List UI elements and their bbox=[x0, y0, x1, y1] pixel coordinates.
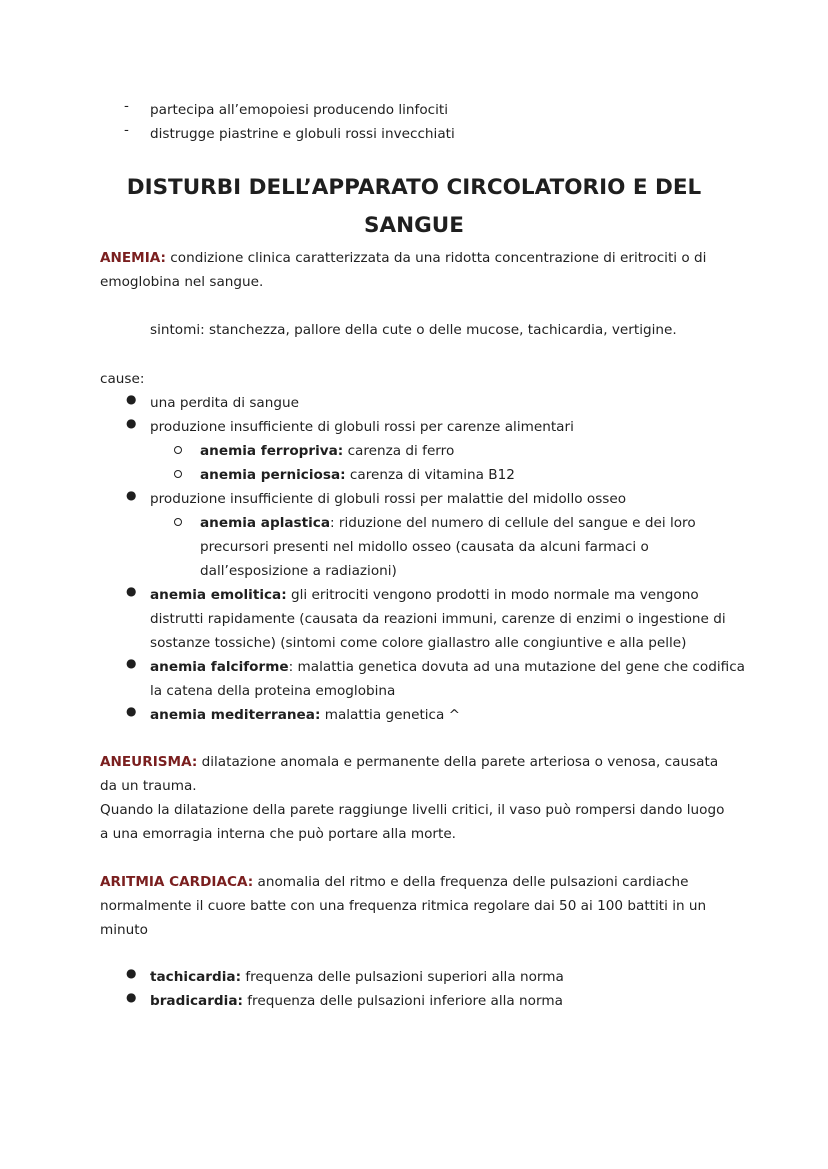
section-title-line-1: DISTURBI DELL’APPARATO CIRCOLATORIO E DEL bbox=[126, 175, 702, 200]
aneurisma-term: ANEURISMA: bbox=[100, 754, 198, 770]
bradicardia-text: frequenza delle pulsazioni inferiore alla norma bbox=[242, 993, 563, 1009]
falciforme-term: anemia falciforme bbox=[150, 659, 289, 675]
emolitica-line-3: sostanze tossiche) (sintomi come colore giallastro alle congiuntive e alla pelle) bbox=[150, 635, 687, 651]
perniciosa-term: anemia perniciosa: bbox=[200, 467, 346, 483]
list-item bbox=[150, 703, 460, 727]
falciforme-line-2: la catena della proteina emoglobina bbox=[150, 683, 396, 699]
bullet-icon: ● bbox=[126, 990, 137, 1004]
anemia-definition bbox=[100, 246, 706, 270]
anemia-term: ANEMIA: bbox=[100, 250, 166, 266]
aplastica-text: : riduzione del numero di cellule del sangue e dei loro bbox=[330, 515, 696, 531]
aneurisma-line-4: a una emorragia interna che può portare alla morte. bbox=[100, 826, 457, 842]
ferropriva-text: carenza di ferro bbox=[343, 443, 455, 459]
bullet-icon: ● bbox=[126, 966, 137, 980]
circle-bullet-icon bbox=[174, 470, 182, 478]
aplastica-line-2: precursori presenti nel midollo osseo (causata da alcuni farmaci o bbox=[200, 539, 649, 555]
circle-bullet-icon bbox=[174, 518, 182, 526]
bullet-icon: ● bbox=[126, 416, 137, 430]
aritmia-definition bbox=[100, 870, 688, 894]
aritmia-line-3: minuto bbox=[100, 922, 148, 938]
aritmia-line-2: normalmente il cuore batte con una frequenza ritmica regolare dai 50 ai 100 battiti in un bbox=[100, 898, 707, 914]
mediterranea-term: anemia mediterranea: bbox=[150, 707, 321, 723]
aritmia-text: anomalia del ritmo e della frequenza delle pulsazioni cardiache bbox=[253, 874, 689, 890]
bradicardia-term: bradicardia: bbox=[150, 993, 243, 1009]
list-item: una perdita di sangue bbox=[150, 395, 299, 411]
anemia-def-line-2: emoglobina nel sangue. bbox=[100, 274, 264, 290]
anemia-def-text: condizione clinica caratterizzata da una ridotta concentrazione di eritrociti o di bbox=[165, 250, 707, 266]
cause-label: cause: bbox=[100, 371, 145, 387]
falciforme-text: : malattia genetica dovuta ad una mutazione del gene che codifica bbox=[288, 659, 745, 675]
dash-marker: - bbox=[124, 98, 129, 114]
perniciosa-text: carenza di vitamina B12 bbox=[345, 467, 515, 483]
aneurisma-line-2: da un trauma. bbox=[100, 778, 197, 794]
bullet-icon: ● bbox=[126, 656, 137, 670]
mediterranea-text: malattia genetica ^ bbox=[320, 707, 461, 723]
emolitica-line-2: distrutti rapidamente (causata da reazioni immuni, carenze di enzimi o ingestione di bbox=[150, 611, 726, 627]
list-item: produzione insufficiente di globuli rossi per carenze alimentari bbox=[150, 419, 574, 435]
dash-marker: - bbox=[124, 122, 129, 138]
aplastica-line-3: dall’esposizione a radiazioni) bbox=[200, 563, 397, 579]
section-title-line-2: SANGUE bbox=[364, 213, 464, 238]
aplastica-term: anemia aplastica bbox=[200, 515, 331, 531]
list-item: partecipa all’emopoiesi producendo linfociti bbox=[150, 102, 448, 118]
emolitica-text: gli eritrociti vengono prodotti in modo normale ma vengono bbox=[286, 587, 699, 603]
anemia-sintomi: sintomi: stanchezza, pallore della cute o delle mucose, tachicardia, vertigine. bbox=[150, 322, 677, 338]
bullet-icon: ● bbox=[126, 704, 137, 718]
list-item: distrugge piastrine e globuli rossi invecchiati bbox=[150, 126, 455, 142]
aneurisma-text: dilatazione anomala e permanente della parete arteriosa o venosa, causata bbox=[197, 754, 719, 770]
ferropriva-term: anemia ferropriva: bbox=[200, 443, 344, 459]
aritmia-term: ARITMIA CARDIACA: bbox=[100, 874, 254, 890]
aneurisma-definition bbox=[100, 750, 718, 774]
list-item bbox=[200, 511, 696, 535]
list-item bbox=[150, 583, 699, 607]
aneurisma-line-3: Quando la dilatazione della parete raggiunge livelli critici, il vaso può rompersi dando luogo bbox=[100, 802, 725, 818]
bullet-icon: ● bbox=[126, 392, 137, 406]
circle-bullet-icon bbox=[174, 446, 182, 454]
list-item bbox=[200, 439, 454, 463]
list-item: produzione insufficiente di globuli rossi per malattie del midollo osseo bbox=[150, 491, 627, 507]
list-item bbox=[150, 989, 563, 1013]
list-item bbox=[150, 655, 745, 679]
emolitica-term: anemia emolitica: bbox=[150, 587, 287, 603]
bullet-icon: ● bbox=[126, 488, 137, 502]
list-item bbox=[200, 463, 515, 487]
tachicardia-term: tachicardia: bbox=[150, 969, 242, 985]
tachicardia-text: frequenza delle pulsazioni superiori alla norma bbox=[241, 969, 564, 985]
list-item bbox=[150, 965, 564, 989]
bullet-icon: ● bbox=[126, 584, 137, 598]
